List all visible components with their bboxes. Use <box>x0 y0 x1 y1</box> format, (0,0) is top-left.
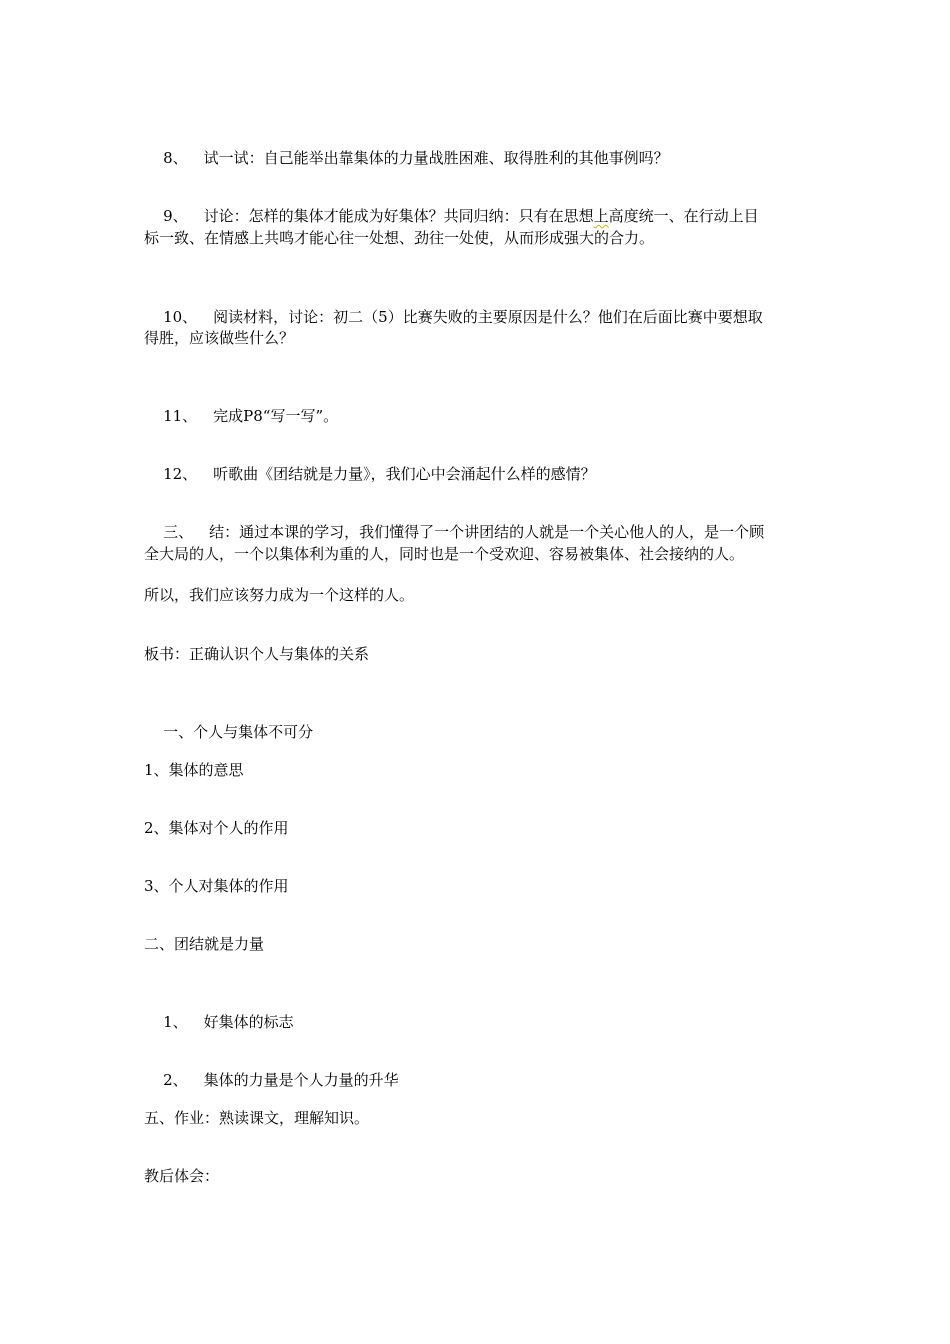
item-9-text-marked: 上 <box>593 207 609 225</box>
board-point-2-2-number: 2、 <box>163 1071 188 1089</box>
item-11-text: 完成P8“写一写”。 <box>213 407 339 425</box>
board-point-1-1: 1、集体的意思 <box>144 761 244 779</box>
board-point-2-1-text: 好集体的标志 <box>203 1013 294 1031</box>
item-10-number: 10、 <box>163 308 198 326</box>
board-section-1 <box>144 702 814 762</box>
item-11-number: 11、 <box>163 407 198 425</box>
item-11 <box>144 386 814 446</box>
item-9-text-c: 高度统一、在行动上目 <box>608 207 759 225</box>
item-8 <box>144 128 814 188</box>
item-9-text-a: 讨论：怎样的集体才能成为好集体？共同归纳：只有在思想 <box>203 207 594 225</box>
board-point-1-3: 3、个人对集体的作用 <box>144 877 289 895</box>
board-section-2: 二、团结就是力量 <box>144 935 265 953</box>
reflection-label: 教后体会： <box>144 1167 220 1185</box>
summary-line-2: 全大局的人，一个以集体利为重的人，同时也是一个受欢迎、容易被集体、社会接纳的人。 <box>144 545 745 563</box>
board-title: 板书：正确认识个人与集体的关系 <box>144 645 370 663</box>
item-10-text: 阅读材料，讨论：初二（5）比赛失败的主要原因是什么？他们在后面比赛中要想取 <box>213 308 763 326</box>
board-point-2-1-number: 1、 <box>163 1013 188 1031</box>
item-12 <box>144 444 814 504</box>
summary-number: 三、 <box>163 523 194 541</box>
board-point-2-2-text: 集体的力量是个人力量的升华 <box>203 1071 399 1089</box>
item-9-line-2: 标一致、在情感上共鸣才能心往一处想、劲往一处使，从而形成强大的合力。 <box>144 229 655 247</box>
item-12-number: 12、 <box>163 465 198 483</box>
item-12-text: 听歌曲《团结就是力量》，我们心中会涌起什么样的感情？ <box>213 465 596 483</box>
homework: 五、作业：熟读课文，理解知识。 <box>144 1109 370 1127</box>
summary-text: 结：通过本课的学习，我们懂得了一个讲团结的人就是一个关心他人的人，是一个顾 <box>209 523 765 541</box>
board-point-2-1 <box>144 992 814 1052</box>
item-10-line-2: 得胜，应该做些什么？ <box>144 329 295 347</box>
board-point-1-2: 2、集体对个人的作用 <box>144 819 289 837</box>
board-point-2-2 <box>144 1050 814 1110</box>
board-section-1-b: 与集体不可分 <box>223 723 314 741</box>
summary-line-3: 所以，我们应该努力成为一个这样的人。 <box>144 586 415 604</box>
board-section-1-a: 一、个人 <box>163 723 224 741</box>
item-8-number: 8、 <box>163 149 188 167</box>
item-8-text: 试一试：自己能举出靠集体的力量战胜困难、取得胜利的其他事例吗？ <box>203 149 669 167</box>
item-9-number: 9、 <box>163 207 188 225</box>
